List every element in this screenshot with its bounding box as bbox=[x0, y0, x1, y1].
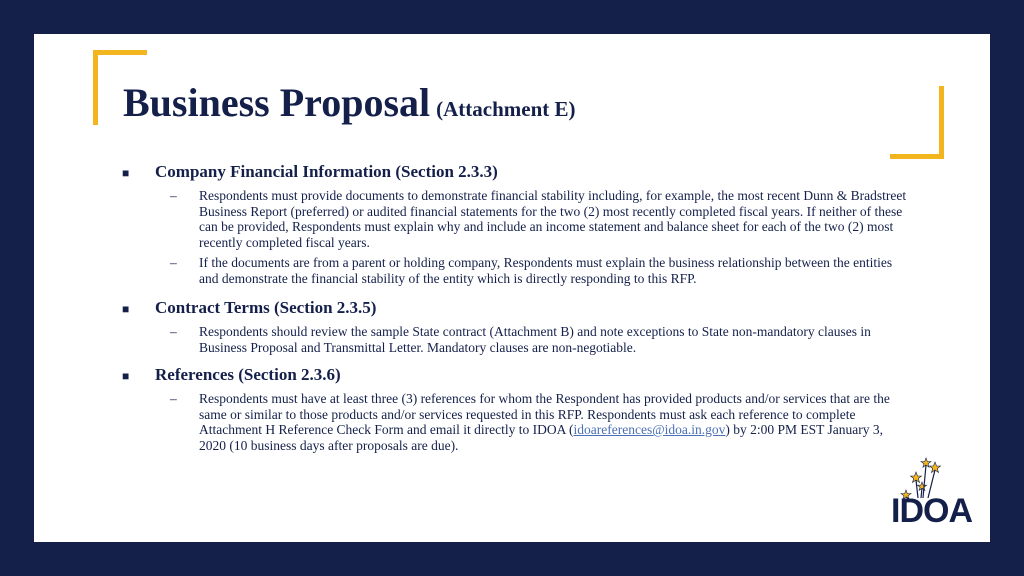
list-item bbox=[170, 391, 922, 453]
list-item bbox=[170, 255, 922, 286]
bullet-square: ■ bbox=[122, 166, 130, 180]
title-sub: (Attachment E) bbox=[436, 97, 576, 121]
paragraph: Respondents must provide documents to demonstrate financial stability including, for example, the most recent Dunn & Bradstreet Business Report (preferred) or audited financial statements for the two (2) most recently completed fiscal years. If neither of these can be provided, Respondents must explain why and include an income statement and balance sheet for each of the two (2) most recently completed fiscal years. bbox=[199, 188, 907, 250]
bullet-square: ■ bbox=[122, 369, 130, 383]
dash: – bbox=[170, 188, 177, 203]
corner-bracket-bottom-right-vertical bbox=[939, 86, 944, 159]
bullet-square: ■ bbox=[122, 302, 130, 316]
dash: – bbox=[170, 324, 177, 339]
section-references bbox=[122, 365, 922, 453]
corner-bracket-top-left-vertical bbox=[93, 50, 98, 125]
paragraph: If the documents are from a parent or holding company, Respondents must explain the business relationship between the entities and demonstrate the financial stability of the entity which is directly responding to this RFP. bbox=[199, 255, 893, 286]
corner-bracket-bottom-right bbox=[890, 154, 944, 159]
section-heading: Contract Terms (Section 2.3.5) bbox=[155, 298, 377, 317]
section-heading: Company Financial Information (Section 2.3.3) bbox=[155, 162, 498, 181]
section-contract-terms bbox=[122, 298, 922, 355]
section-financial bbox=[122, 162, 922, 286]
section-heading: References (Section 2.3.6) bbox=[155, 365, 341, 384]
dash: – bbox=[170, 255, 177, 270]
paragraph: Respondents should review the sample State contract (Attachment B) and note exceptions to State non-mandatory clauses in Business Proposal and Transmittal Letter. Mandatory clauses are non-negotiable. bbox=[199, 324, 871, 355]
dash: – bbox=[170, 391, 177, 406]
email-link[interactable]: idoareferences@idoa.in.gov bbox=[573, 422, 726, 437]
paragraph-text: ) by 2:00 PM EST January 3, 2020 (10 business days after proposals are due). bbox=[199, 422, 884, 453]
page-title bbox=[123, 79, 576, 126]
paragraph bbox=[199, 391, 911, 453]
idoa-logo-text: IDOA bbox=[891, 492, 972, 530]
title-main: Business Proposal bbox=[123, 80, 431, 125]
corner-bracket-top-left bbox=[93, 50, 147, 55]
slide bbox=[34, 34, 990, 542]
paragraph-text: Respondents must have at least three (3) references for whom the Respondent has provided products and/or services that are the same or similar to those products and/or services requested in this RFP. Respondents must ask each reference to complete Attachment H Reference Check Form and email it directly to IDOA ( bbox=[199, 391, 890, 437]
list-item bbox=[170, 324, 922, 355]
list-item bbox=[170, 188, 922, 250]
content bbox=[122, 162, 922, 453]
